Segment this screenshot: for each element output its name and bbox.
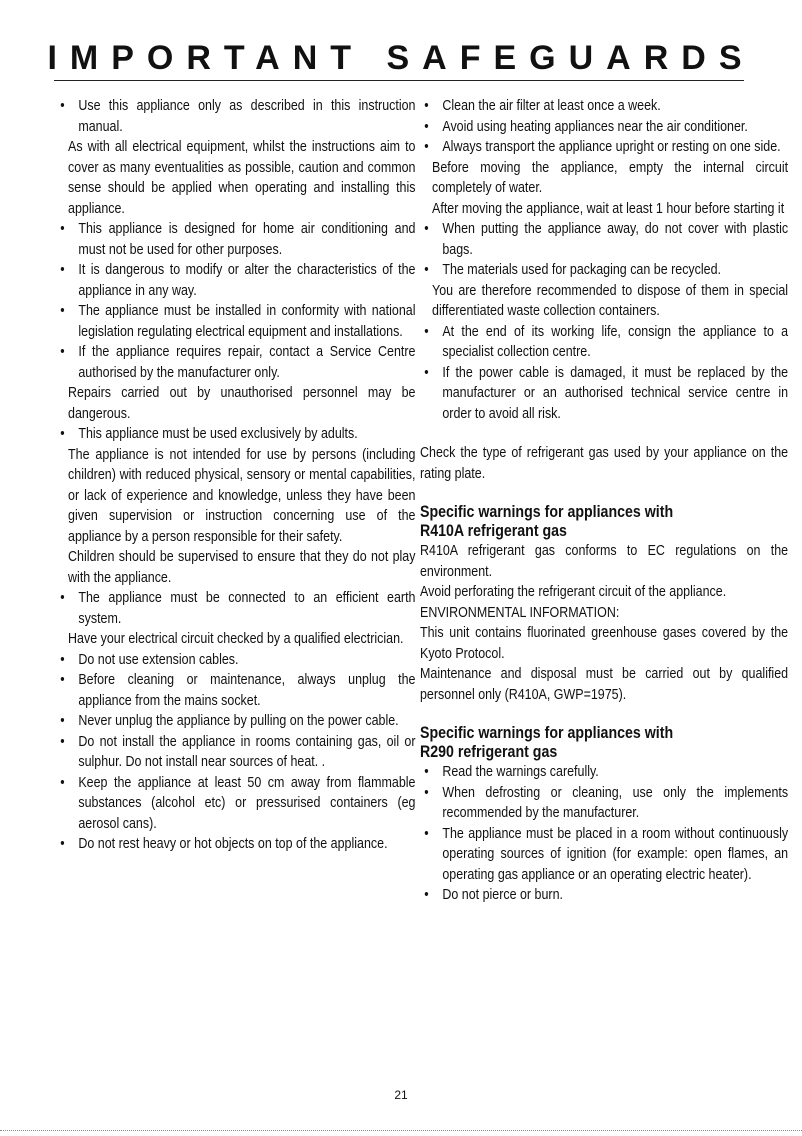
r290-heading-line2: R290 refrigerant gas <box>420 743 558 761</box>
safeguard-item: • Do not install the appliance in rooms containing gas, oil or sulphur. Do not install near sources of heat. . <box>56 732 415 773</box>
r410a-paragraph: This unit contains fluorinated greenhouse gases covered by the Kyoto Protocol. <box>420 625 789 662</box>
page-number: 21 <box>394 1088 408 1102</box>
safeguard-note: Before moving the appliance, empty the internal circuit completely of water. <box>432 159 789 196</box>
gas-check-note: Check the type of refrigerant gas used by your appliance on the rating plate. <box>420 445 789 482</box>
safeguard-item: • At the end of its working life, consign the appliance to a specialist collection centre. <box>420 322 788 363</box>
safeguard-item: • Avoid using heating appliances near the air conditioner. <box>420 117 788 138</box>
safeguard-item: • Do not use extension cables. <box>56 650 415 671</box>
safeguard-item: • The appliance must be installed in conformity with national legislation regulating electrical equipment and installations. <box>56 301 415 342</box>
safeguard-item: • Do not rest heavy or hot objects on top of the appliance. <box>56 834 415 855</box>
environmental-info-label: ENVIRONMENTAL INFORMATION: <box>420 604 620 621</box>
safeguard-item: • The materials used for packaging can be recycled. <box>420 260 788 281</box>
safeguard-item: • When putting the appliance away, do not cover with plastic bags. <box>420 219 788 260</box>
safeguard-item: • This appliance must be used exclusively by adults. <box>56 424 415 445</box>
safeguard-note: After moving the appliance, wait at least 1 hour before starting it <box>432 200 785 217</box>
safeguard-note: You are therefore recommended to dispose of them in special differentiated waste collection containers. <box>432 282 789 319</box>
r410a-heading-line2: R410A refrigerant gas <box>420 522 567 540</box>
r290-heading-line1: Specific warnings for appliances with <box>420 724 674 742</box>
r410a-heading-line1: Specific warnings for appliances with <box>420 503 674 521</box>
r410a-paragraph: Maintenance and disposal must be carried out by qualified personnel only (R410A, GWP=1975). <box>420 666 789 703</box>
r290-item: • Read the warnings carefully. <box>420 762 788 783</box>
safeguard-item: • Keep the appliance at least 50 cm away from flammable substances (alcohol etc) or pressurised containers (eg aerosol cans). <box>56 773 415 835</box>
r410a-paragraph: Avoid perforating the refrigerant circuit of the appliance. <box>420 584 727 600</box>
safeguard-item: • The appliance must be connected to an efficient earth system. <box>56 588 415 629</box>
safeguard-item: • This appliance is designed for home air conditioning and must not be used for other purposes. <box>56 219 415 260</box>
r410a-heading <box>420 503 788 541</box>
safeguard-note: Repairs carried out by unauthorised personnel may be dangerous. <box>68 385 416 422</box>
safeguard-item: • Never unplug the appliance by pulling on the power cable. <box>56 711 415 732</box>
page-title: IMPORTANT SAFEGUARDS <box>47 39 755 77</box>
r290-item: • Do not pierce or burn. <box>420 885 788 906</box>
safeguard-note: Children should be supervised to ensure that they do not play with the appliance. <box>68 549 416 586</box>
title-divider <box>54 80 744 81</box>
safeguard-note: The appliance is not intended for use by persons (including children) with reduced physical, sensory or mental capabilities, or lack of experience and knowledge, unless they have been given supervision or instruction concerning use of the appliance by a person responsible for their safety. <box>68 446 416 545</box>
safeguard-item: • If the power cable is damaged, it must be replaced by the manufacturer or an authorised technical service centre in order to avoid all risk. <box>420 363 788 425</box>
left-column <box>56 96 415 855</box>
r410a-paragraph: R410A refrigerant gas conforms to EC regulations on the environment. <box>420 543 789 580</box>
safeguard-item: • If the appliance requires repair, contact a Service Centre authorised by the manufacturer only. <box>56 342 415 383</box>
right-column <box>420 96 788 906</box>
r290-heading <box>420 724 788 762</box>
safeguard-note: Have your electrical circuit checked by a qualified electrician. <box>68 631 404 647</box>
safeguard-item: • Use this appliance only as described in this instruction manual. <box>56 96 415 137</box>
r290-item: • The appliance must be placed in a room without continuously operating sources of ignition (for example: open flames, an operating gas appliance or an operating electric heater). <box>420 824 788 886</box>
page-bottom-divider <box>0 1130 802 1131</box>
safeguard-item: • Always transport the appliance upright or resting on one side. <box>420 137 788 158</box>
safeguard-item: • It is dangerous to modify or alter the characteristics of the appliance in any way. <box>56 260 415 301</box>
r290-item: • When defrosting or cleaning, use only the implements recommended by the manufacturer. <box>420 783 788 824</box>
safeguard-item: • Before cleaning or maintenance, always unplug the appliance from the mains socket. <box>56 670 415 711</box>
safeguard-item: • Clean the air filter at least once a week. <box>420 96 788 117</box>
safeguard-note: As with all electrical equipment, whilst the instructions aim to cover as many eventualities as possible, caution and common sense should be applied when operating and installing this appliance. <box>68 139 416 217</box>
